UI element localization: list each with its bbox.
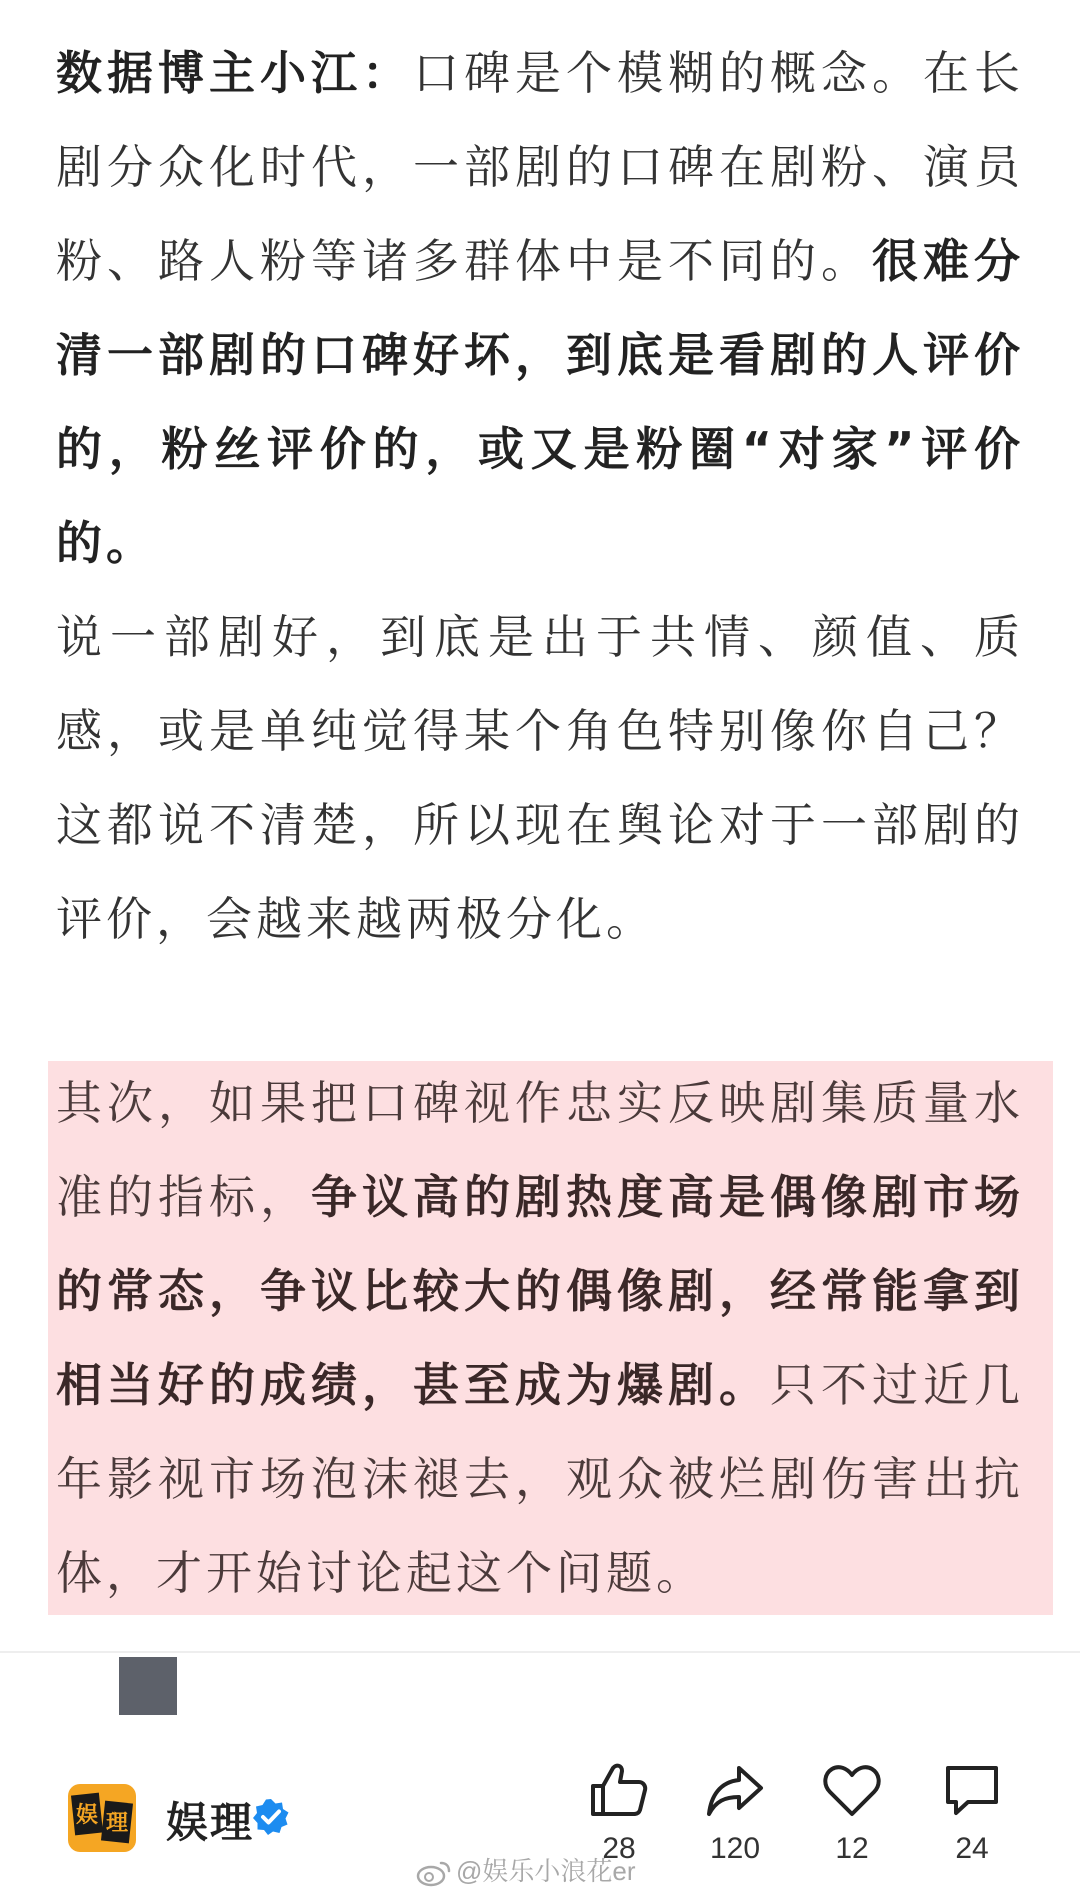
paragraph-2-text: 说一部剧好，到底是出于共情、颜值、质感，或是单纯觉得某个角色特别像你自己？这都说不清楚，所以现在舆论对于一部剧的评价，会越来越两极分化。	[56, 610, 1024, 946]
paragraph-3-text-a: 其次，如果把口碑视作忠实反映剧集质量水准的指标，	[56, 1076, 1024, 1224]
author-name[interactable]: 娱理	[166, 1798, 255, 1847]
avatar-char-1: 娱	[75, 1803, 99, 1828]
watermark	[416, 1851, 636, 1888]
thumbs-up-icon	[589, 1762, 649, 1818]
heart-icon	[822, 1762, 882, 1818]
image-placeholder[interactable]	[119, 1657, 177, 1715]
paragraph-1-text: 口碑是个模糊的概念。在长剧分众化时代，一部剧的口碑在剧粉、演员粉、路人粉等诸多群体中是不同的。	[56, 46, 1024, 288]
watermark-text: @娱乐小浪花er	[456, 1856, 636, 1886]
paragraph-2	[56, 590, 1024, 966]
divider	[0, 1651, 1080, 1653]
share-count: 120	[709, 1832, 761, 1865]
verified-icon	[252, 1798, 290, 1836]
comment-bubble-icon	[942, 1762, 1002, 1818]
comment-count: 24	[955, 1832, 989, 1865]
comment-button[interactable]	[917, 1760, 1027, 1890]
share-arrow-icon	[705, 1762, 765, 1818]
author-avatar[interactable]	[68, 1784, 136, 1852]
weibo-logo-icon	[416, 1859, 452, 1887]
paragraph-1-bold: 很难分清一部剧的口碑好坏，到底是看剧的人评价的，粉丝评价的，或又是粉圈“对家”评价的。	[56, 234, 1024, 570]
favorite-count: 12	[835, 1832, 869, 1865]
speaker-label: 数据博主小江：	[56, 46, 413, 100]
avatar-char-2: 理	[105, 1811, 129, 1836]
share-button[interactable]	[680, 1760, 790, 1890]
like-count: 28	[602, 1832, 636, 1865]
favorite-button[interactable]	[797, 1760, 907, 1890]
paragraph-3	[56, 1056, 1024, 1620]
paragraph-3-text-c: 只不过近几年影视市场泡沫褪去，观众被烂剧伤害出抗体，才开始讨论起这个问题。	[56, 1358, 1024, 1600]
paragraph-3-bold: 争议高的剧热度高是偶像剧市场的常态，争议比较大的偶像剧，经常能拿到相当好的成绩，甚至成为爆剧。	[56, 1170, 1024, 1412]
paragraph-1	[56, 26, 1024, 590]
